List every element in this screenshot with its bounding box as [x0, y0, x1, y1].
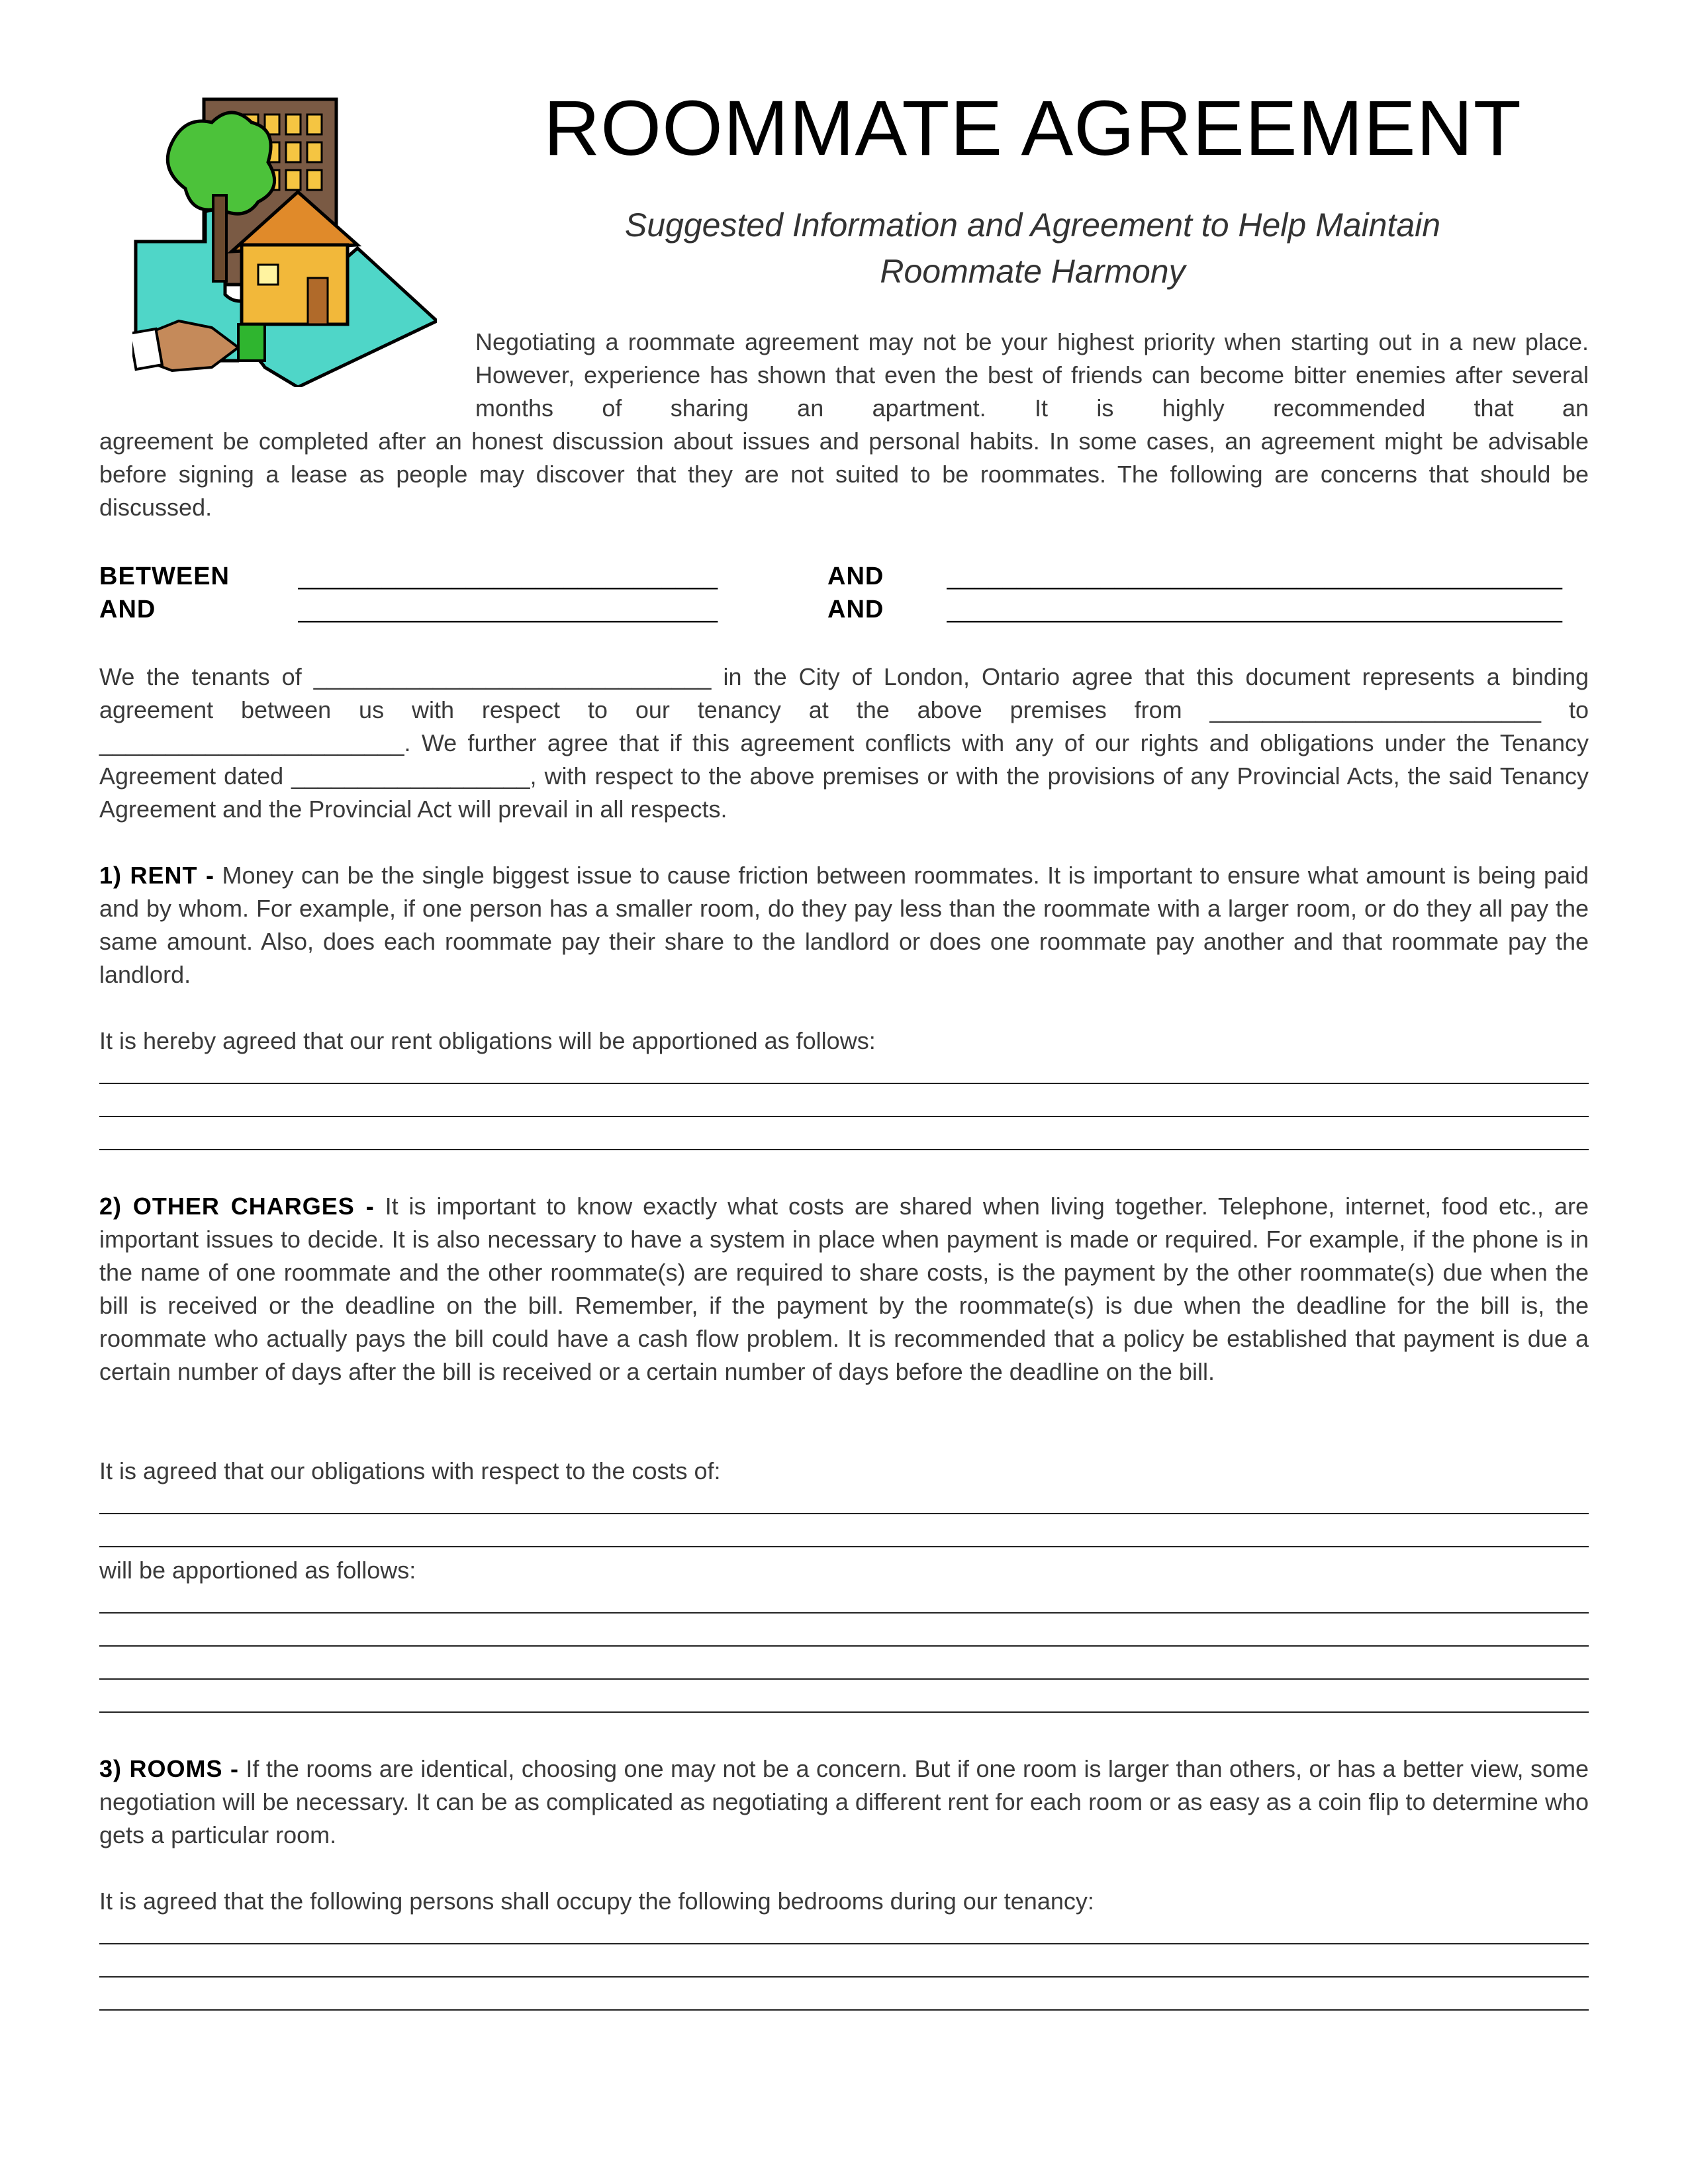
party-name-field[interactable]: ______________________________ — [298, 596, 718, 623]
party-row — [99, 563, 1589, 596]
fill-in-line[interactable] — [99, 1686, 1589, 1719]
fill-in-line[interactable] — [99, 1587, 1589, 1620]
rooms-blank-lines — [99, 1918, 1589, 2017]
other-charges-heading: 2) OTHER CHARGES - — [99, 1193, 375, 1220]
apportioned-blank-lines — [99, 1587, 1589, 1719]
rooms-heading: 3) ROOMS - — [99, 1755, 239, 1782]
intro-paragraph-bottom: agreement be completed after an honest discussion about issues and personal habits. In some cases, an agreement might be advisable before signing a lease as people may discover that they are not suited to be roommates. The following are concerns that should be discussed. — [99, 428, 1589, 521]
between-label: BETWEEN — [99, 563, 230, 590]
fill-in-line[interactable] — [99, 1091, 1589, 1124]
other-charges-body: It is important to know exactly what costs are shared when living together. Telephone, internet, food etc., are important issues to decide. It is also necessary to have a system in place when payment is made or required. For example, if the phone is in the name of one roommate and the other roommate(s) are required to share costs, is the payment by the other roommate(s) due when the bill is received or the deadline on the bill. Remember, if the payment by the roommate(s) is due when the deadline for the bill is, the roommate who actually pays the bill could have a cash flow problem. It is recommended that a policy be established that payment is due a certain number of days after the bill is received or a certain number of days before the deadline on the bill. — [99, 1193, 1589, 1385]
rent-heading: 1) RENT - — [99, 862, 214, 889]
other-charges-section — [99, 1190, 1589, 1388]
fill-in-line[interactable] — [99, 1521, 1589, 1554]
rent-blank-lines — [99, 1058, 1589, 1157]
costs-blank-lines — [99, 1488, 1589, 1554]
party-name-field[interactable]: ____________________________________________ — [947, 563, 1562, 590]
tenants-paragraph: We the tenants of ______________________________ in the City of London, Ontario agree that this document represents a binding agreement between us with respect to our tenancy at the above premises from _________________________ to _______________________. We further agree that if this agreement conflicts with any of our rights and obligations under the Tenancy Agreement dated __________________, with respect to the above premises or with the provisions of any Provincial Acts, the said Tenancy Agreement and the Provincial Act will prevail in all respects. — [99, 663, 1589, 823]
and-label: AND — [827, 596, 884, 623]
rooms-body: If the rooms are identical, choosing one may not be a concern. But if one room is larger than others, or has a better view, some negotiation will be necessary. It can be as complicated as negotiating a different rent for each room or as easy as a coin flip to determine who gets a particular room. — [99, 1755, 1589, 1848]
fill-in-line[interactable] — [99, 1984, 1589, 2017]
rent-agreement-text: It is hereby agreed that our rent obligations will be apportioned as follows: — [99, 1027, 876, 1054]
fill-in-line[interactable] — [99, 1951, 1589, 1984]
fill-in-line[interactable] — [99, 1058, 1589, 1091]
subtitle-line-2: Roommate Harmony — [880, 253, 1186, 290]
fill-in-line[interactable] — [99, 1620, 1589, 1653]
rent-body: Money can be the single biggest issue to cause friction between roommates. It is important to ensure what amount is being paid and by whom. For example, if one person has a smaller room, do they pay less than the roommate with a larger room, or do they all pay the same amount. Also, does each roommate pay their share to the landlord or does one roommate pay another and that roommate pay the landlord. — [99, 862, 1589, 988]
and-label: AND — [99, 596, 156, 623]
fill-in-line[interactable] — [99, 1653, 1589, 1686]
fill-in-line[interactable] — [99, 1488, 1589, 1521]
intro-paragraph-top: Negotiating a roommate agreement may not be your highest priority when starting out in a new place. However, experience has shown that even the best of friends can become bitter enemies after several months of sharing an apartment. It is highly recommended that an — [475, 328, 1589, 422]
rent-section — [99, 859, 1589, 991]
fill-in-line[interactable] — [99, 1124, 1589, 1157]
party-row — [99, 596, 1589, 629]
parties-section — [99, 563, 1589, 629]
document-title: ROOMMATE AGREEMENT — [543, 85, 1522, 172]
costs-agreement-text: It is agreed that our obligations with respect to the costs of: — [99, 1457, 721, 1484]
party-name-field[interactable]: ______________________________ — [298, 563, 718, 590]
apportioned-text: will be apportioned as follows: — [99, 1557, 416, 1584]
and-label: AND — [827, 563, 884, 590]
document-subtitle — [463, 202, 1602, 295]
subtitle-line-1: Suggested Information and Agreement to Help Maintain — [624, 206, 1441, 244]
rooms-agreement-text: It is agreed that the following persons shall occupy the following bedrooms during our tenancy: — [99, 1888, 1094, 1915]
house-city-handshake-icon — [132, 96, 437, 387]
party-name-field[interactable]: ____________________________________________ — [947, 596, 1562, 623]
fill-in-line[interactable] — [99, 1918, 1589, 1951]
rooms-section — [99, 1752, 1589, 1852]
